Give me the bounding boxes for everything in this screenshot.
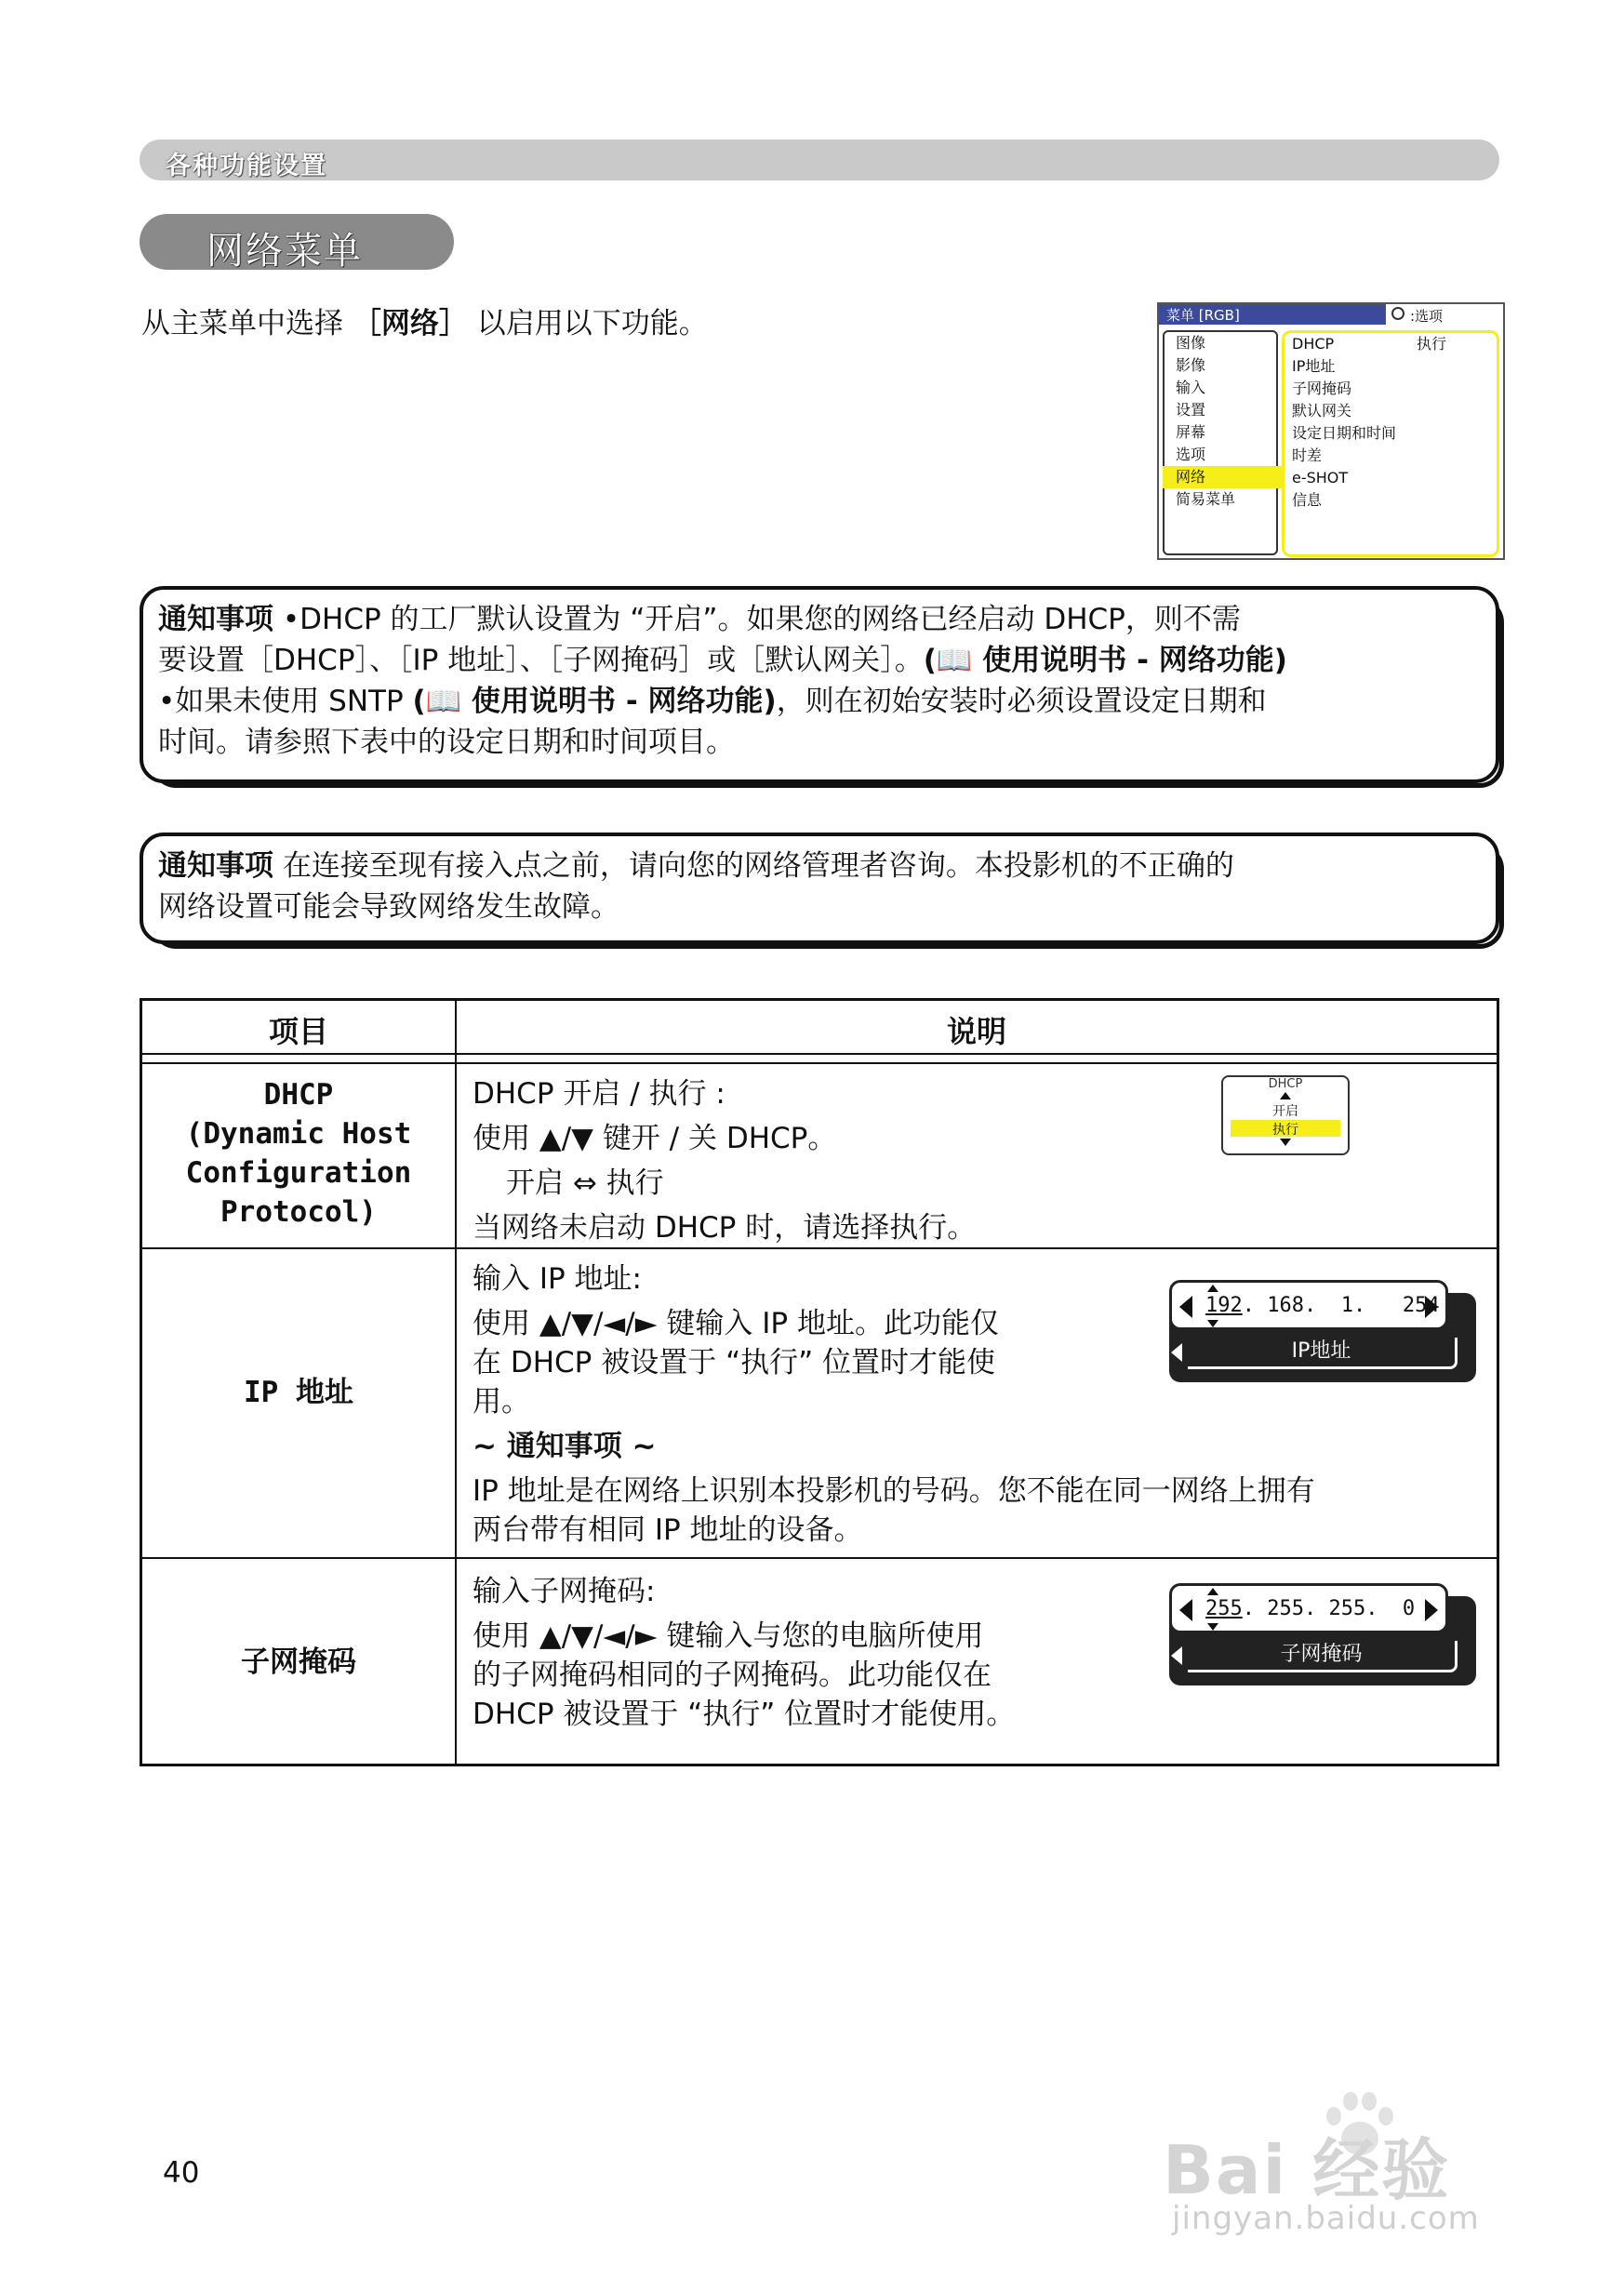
section-header-label: 各种功能设置 xyxy=(166,152,327,180)
page-title xyxy=(140,214,454,273)
osd-select-hint xyxy=(1385,304,1503,325)
dhcp-option-execute[interactable]: 执行 xyxy=(1231,1120,1340,1137)
ip-widget-label xyxy=(1188,1338,1458,1369)
osd-submenu-item[interactable]: IP地址 xyxy=(1292,357,1336,375)
up-arrow-icon[interactable] xyxy=(1207,1588,1218,1595)
item-line: DHCP xyxy=(263,1078,334,1112)
osd-menu-item[interactable]: 选项 xyxy=(1176,446,1206,463)
osd-menu-item[interactable]: 输入 xyxy=(1176,379,1206,396)
notice-text: 在连接至现有接入点之前，请向您的网络管理者咨询。本投影机的不正确的 xyxy=(273,849,1234,883)
desc-line: 用。 xyxy=(473,1385,530,1419)
item-line: Configuration xyxy=(185,1156,412,1190)
desc-line: 在 DHCP 被设置于 “执行” 位置时才能使 xyxy=(473,1346,996,1379)
baidu-watermark xyxy=(1163,2088,1535,2237)
desc-line: DHCP 开启 / 执行 : xyxy=(473,1077,725,1111)
osd-menu-item[interactable]: 屏幕 xyxy=(1176,423,1206,441)
dhcp-widget-title: DHCP xyxy=(1268,1077,1303,1091)
ip-notice-title: ~ 通知事项 ~ xyxy=(473,1430,657,1463)
osd-submenu-item[interactable]: 信息 xyxy=(1292,491,1323,509)
back-arrow-icon xyxy=(1171,1646,1182,1665)
subnet-octets-rest: . 255. 255. 0 xyxy=(1242,1597,1416,1620)
ip-value-field[interactable] xyxy=(1169,1280,1448,1330)
up-arrow-icon[interactable] xyxy=(1207,1285,1218,1292)
desc-line: 的子网掩码相同的子网掩码。此功能仅在 xyxy=(473,1659,992,1692)
desc-line: 输入 IP 地址: xyxy=(473,1262,642,1296)
osd-submenu-label: DHCP xyxy=(1292,335,1335,353)
up-arrow-icon xyxy=(1280,1092,1291,1099)
dhcp-option-on[interactable]: 开启 xyxy=(1272,1104,1298,1119)
desc-line: 使用 ▲/▼/◄/► 键输入 IP 地址。此功能仅 xyxy=(473,1307,999,1340)
table-row-dhcp-item xyxy=(142,1075,455,1232)
subnet-mask-widget[interactable] xyxy=(1169,1583,1476,1685)
desc-line: 当网络未启动 DHCP 时，请选择执行。 xyxy=(473,1211,977,1245)
desc-line: 使用 ▲/▼ 键开 / 关 DHCP。 xyxy=(473,1122,837,1155)
down-arrow-icon[interactable] xyxy=(1207,1623,1218,1631)
page-number: 40 xyxy=(163,2156,200,2190)
settings-table xyxy=(140,998,1499,1766)
watermark-brand: Bai 经验 xyxy=(1163,2131,1451,2209)
left-arrow-icon[interactable] xyxy=(1179,1599,1192,1621)
page-title-text: 网络菜单 xyxy=(206,230,363,273)
back-arrow-icon xyxy=(1171,1343,1182,1362)
desc-line: 两台带有相同 IP 地址的设备。 xyxy=(473,1513,863,1547)
table-row-dhcp-desc xyxy=(473,1072,976,1250)
desc-line: 输入子网掩码: xyxy=(473,1575,656,1608)
ip-octet-active: 192 xyxy=(1205,1294,1243,1317)
table-row-subnet-item: 子网掩码 xyxy=(241,1645,356,1679)
subnet-widget-label xyxy=(1188,1641,1458,1672)
notice-text: 网络设置可能会导致网络发生故障。 xyxy=(158,890,619,924)
desc-line: DHCP 被设置于 “执行” 位置时才能使用。 xyxy=(473,1698,1016,1731)
desc-line: IP 地址是在网络上识别本投影机的号码。您不能在同一网络上拥有 xyxy=(473,1474,1315,1508)
table-header-desc: 说明 xyxy=(946,1014,1006,1049)
desc-line: 开启 ⇔ 执行 xyxy=(506,1166,664,1200)
left-arrow-icon[interactable] xyxy=(1179,1296,1192,1318)
ip-octets-rest: . 168. 1. 254 xyxy=(1242,1294,1440,1317)
item-line: (Dynamic Host xyxy=(185,1117,412,1151)
section-header-bar xyxy=(140,140,1499,180)
notice-text: ，则在初始安装时必须设置设定日期和 xyxy=(776,685,1267,718)
notice-label: 通知事项 xyxy=(158,849,273,883)
notice-box-network xyxy=(140,833,1499,944)
subnet-widget-label-text: 子网掩码 xyxy=(1280,1643,1363,1666)
right-arrow-icon[interactable] xyxy=(1425,1296,1438,1318)
intro-text xyxy=(141,300,708,341)
ip-address-widget[interactable] xyxy=(1169,1280,1476,1382)
osd-submenu-item[interactable]: 默认网关 xyxy=(1292,402,1352,420)
osd-menu-item[interactable]: 影像 xyxy=(1176,356,1206,374)
item-line: Protocol) xyxy=(220,1195,377,1229)
osd-header xyxy=(1159,304,1503,325)
desc-line: 使用 ▲/▼/◄/► 键输入与您的电脑所使用 xyxy=(473,1619,984,1653)
osd-header-title: 菜单 [RGB] xyxy=(1166,307,1240,324)
intro-after: 以启用以下功能。 xyxy=(476,307,708,340)
right-arrow-icon[interactable] xyxy=(1425,1599,1438,1621)
osd-menu-item[interactable]: 简易菜单 xyxy=(1176,490,1236,508)
subnet-value-field[interactable] xyxy=(1169,1583,1448,1633)
osd-menu-item[interactable]: 图像 xyxy=(1176,334,1206,352)
down-arrow-icon xyxy=(1280,1139,1291,1146)
down-arrow-icon[interactable] xyxy=(1207,1320,1218,1327)
osd-submenu-item[interactable]: 时差 xyxy=(1292,446,1323,464)
osd-menu-item[interactable]: 设置 xyxy=(1176,401,1206,419)
dial-icon xyxy=(1391,307,1404,320)
ip-widget-label-text: IP地址 xyxy=(1291,1339,1351,1363)
intro-keyword: 网络 xyxy=(380,307,439,340)
intro-bracket-close: ］ xyxy=(438,307,468,340)
subnet-octet-active: 255 xyxy=(1205,1597,1243,1620)
osd-menu-screenshot xyxy=(1157,302,1505,560)
dhcp-option-widget[interactable] xyxy=(1221,1075,1350,1155)
osd-menu-item-selected[interactable]: 网络 xyxy=(1163,466,1282,488)
notice-text: 时间。请参照下表中的设定日期和时间项目。 xyxy=(158,726,735,759)
watermark-url: jingyan.baidu.com xyxy=(1172,2200,1480,2237)
intro-bracket-open: ［ xyxy=(352,307,381,340)
osd-dhcp-value: 执行 xyxy=(1417,335,1447,353)
table-row-ip-item: IP 地址 xyxy=(244,1376,353,1409)
table-header-item: 项目 xyxy=(268,1014,328,1049)
osd-network-submenu xyxy=(1282,330,1499,557)
osd-main-menu xyxy=(1163,330,1278,555)
notice-text: 要设置［DHCP］、［IP 地址］、［子网掩码］或［默认网关］。 xyxy=(158,644,924,677)
notice-text: •DHCP 的工厂默认设置为 “开启”。如果您的网络已经启动 DHCP，则不需 xyxy=(273,603,1241,636)
notice-text: •如果未使用 SNTP xyxy=(158,685,413,718)
manual-reference: (📖 使用说明书 - 网络功能) xyxy=(923,644,1287,677)
osd-select-hint-text: :选项 xyxy=(1410,308,1444,325)
intro-before: 从主菜单中选择 xyxy=(141,307,343,340)
osd-submenu-item[interactable]: 设定日期和时间 xyxy=(1292,424,1397,442)
osd-submenu-item[interactable]: e-SHOT xyxy=(1292,469,1349,486)
notice-box-dhcp xyxy=(140,586,1499,783)
manual-reference: (📖 使用说明书 - 网络功能) xyxy=(412,685,777,718)
osd-submenu-item[interactable]: 子网掩码 xyxy=(1292,380,1352,397)
notice-label: 通知事项 xyxy=(158,603,273,636)
table-row-subnet-desc xyxy=(473,1572,1015,1734)
osd-submenu-item-dhcp[interactable] xyxy=(1285,333,1497,355)
